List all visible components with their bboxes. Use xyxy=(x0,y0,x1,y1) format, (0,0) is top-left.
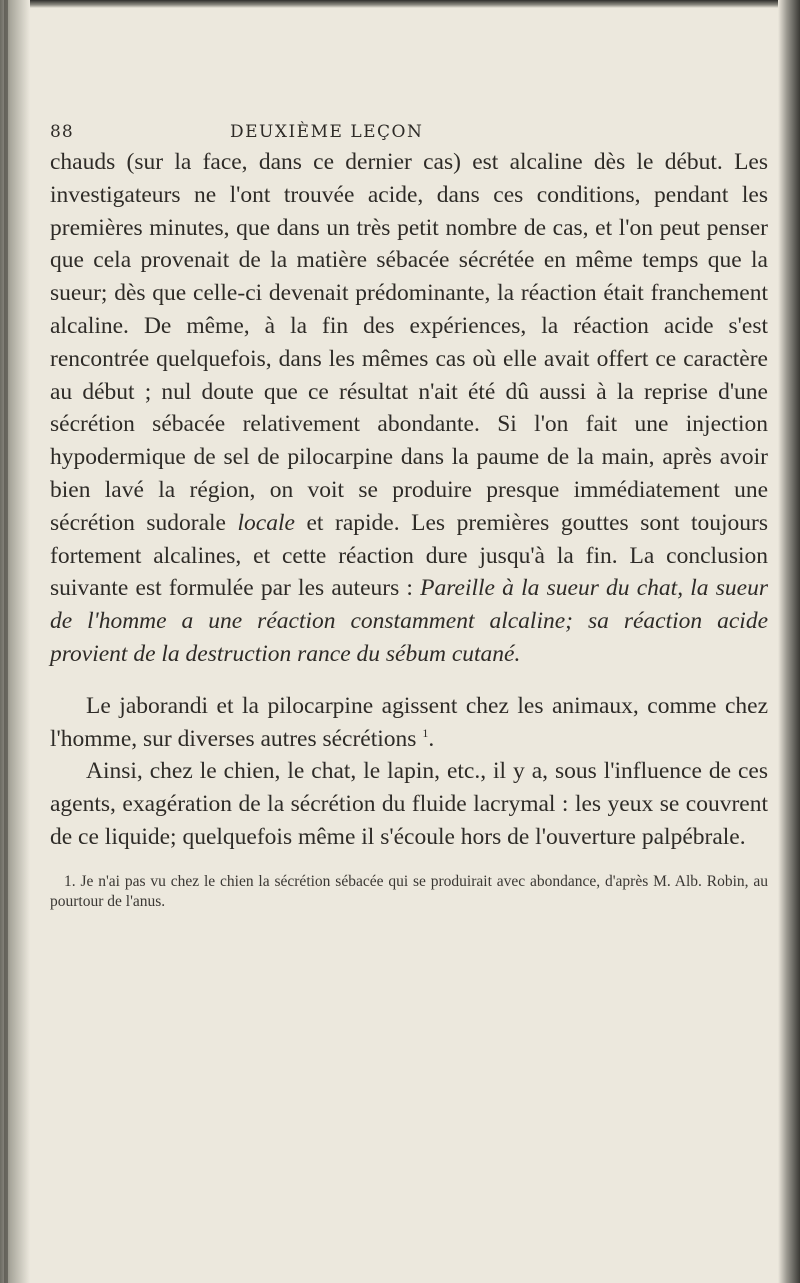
book-page xyxy=(50,118,768,927)
paragraph-1-italic-locale: locale xyxy=(237,509,295,536)
page-right-edge xyxy=(778,0,800,1283)
paragraph-3 xyxy=(50,755,768,853)
paragraph-2-text: Le jaborandi et la pilocarpine agissent chez les animaux, comme chez l'homme, sur diverses autres sécrétions xyxy=(50,692,768,752)
book-spine xyxy=(4,0,8,1283)
page-number: 88 xyxy=(50,122,74,142)
running-title: DEUXIÈME LEÇON xyxy=(230,122,424,142)
paragraph-1-text-a: chauds (sur la face, dans ce dernier cas) est alcaline dès le début. Les investigateurs ne l'ont trouvée acide, dans ces conditions, pendant les premières minutes, que dans un très petit nombre de cas, et l'on peut penser que cela provenait de la matière sébacée sécrétée en même temps que la sueur; dès que celle-ci devenait prédominante, la réaction était franchement alcaline. De même, à la fin des expériences, la réaction acide s'est rencontrée quelquefois, dans les mêmes cas où elle avait offert ce caractère au début ; nul doute que ce résultat n'ait été dû aussi à la reprise d'une sécrétion sébacée relativement abondante. Si l'on fait une injection hypodermique de sel de pilocarpine dans la paume de la main, après avoir bien lavé la région, on voit se produire presque immédiatement une sécrétion sudorale xyxy=(50,149,768,536)
paragraph-2-end: . xyxy=(428,725,435,752)
page-header xyxy=(50,118,768,146)
footnote: 1. Je n'ai pas vu chez le chien la sécrétion sébacée qui se produirait avec abondance, d'après M. Alb. Robin, au pourtour de l'anus. xyxy=(50,872,768,910)
page-top-shadow xyxy=(0,0,800,8)
book-gutter xyxy=(0,0,30,1283)
paragraph-1-italic-conclusion: Pareille à la sueur du chat, la sueur de l'homme a une réaction constamment alcaline; sa réaction acide provient de la destruction rance du sébum cutané. xyxy=(50,575,768,667)
paragraph-1-text-b: et rapide. Les premières gouttes sont toujours fortement alcalines, et cette réaction dure jusqu'à la fin. La conclusion suivante est formulée par les auteurs : xyxy=(50,509,768,602)
paragraph-1 xyxy=(50,146,768,671)
paragraph-3-text: Ainsi, chez le chien, le chat, le lapin, etc., il y a, sous l'influence de ces agents, exagération de la sécrétion du fluide lacrymal : les yeux se couvrent de ce liquide; quelquefois même il s'écoule hors de l'ouverture palpébrale. xyxy=(50,758,768,850)
paragraph-2 xyxy=(50,690,768,756)
footnote-reference: 1 xyxy=(422,725,429,740)
